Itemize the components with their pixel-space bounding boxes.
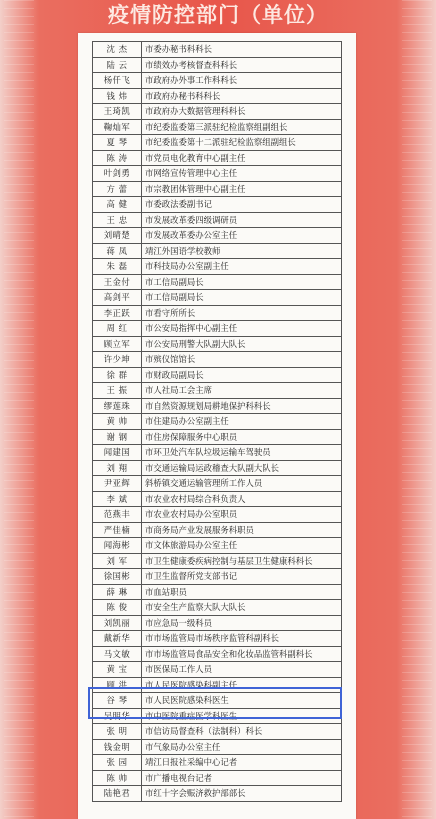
table-row: [93, 755, 342, 771]
person-name: 刘 翔: [93, 460, 142, 476]
person-position: 市公安局指挥中心副主任: [142, 321, 342, 337]
person-position: 市委办秘书科科长: [142, 42, 342, 58]
table-row: [93, 57, 342, 73]
person-position: 市党员电化教育中心副主任: [142, 150, 342, 166]
table-row: [93, 166, 342, 182]
table-row: [93, 615, 342, 631]
person-position: 市农业农村局办公室职员: [142, 507, 342, 523]
table-row: [93, 491, 342, 507]
table-row: [93, 476, 342, 492]
person-position: 市人民医院感染科副主任: [142, 677, 342, 693]
person-position: 市发展改革委办公室主任: [142, 228, 342, 244]
person-position: 市气象局办公室主任: [142, 739, 342, 755]
person-position: 市应急局一级科员: [142, 615, 342, 631]
person-position: 市纪委监委第十二派驻纪检监察组副组长: [142, 135, 342, 151]
decorative-stripes-right: [402, 0, 432, 819]
table-row: [93, 181, 342, 197]
table-row: [93, 600, 342, 616]
person-name: 王琦凯: [93, 104, 142, 120]
table-row: [93, 662, 342, 678]
person-name: 徐国彬: [93, 569, 142, 585]
person-position: 市绩效办考核督查科科长: [142, 57, 342, 73]
person-name: 谷 琴: [93, 693, 142, 709]
person-position: 斜桥镇交通运输管理所工作人员: [142, 476, 342, 492]
table-row: [93, 522, 342, 538]
table-row: [93, 212, 342, 228]
person-position: 市人社局工会主席: [142, 383, 342, 399]
page-title: 疫情防控部门（单位）: [108, 3, 328, 27]
table-row: [93, 321, 342, 337]
person-name: 张 明: [93, 724, 142, 740]
table-row: [93, 73, 342, 89]
table-row: [93, 383, 342, 399]
person-position: 市自然资源规划局耕地保护科科长: [142, 398, 342, 414]
person-position: 市科技局办公室副主任: [142, 259, 342, 275]
person-name: 李 斌: [93, 491, 142, 507]
person-position: 市政府办秘书科科长: [142, 88, 342, 104]
person-name: 钱金明: [93, 739, 142, 755]
table-row: [93, 507, 342, 523]
table-row: [93, 398, 342, 414]
table-row: [93, 739, 342, 755]
person-position: 市卫生监督所党支部书记: [142, 569, 342, 585]
person-name: 吴明华: [93, 708, 142, 724]
person-name: 陆 云: [93, 57, 142, 73]
table-row: [93, 290, 342, 306]
table-row: [93, 708, 342, 724]
table-row: [93, 584, 342, 600]
person-name: 周 红: [93, 321, 142, 337]
table-row: [93, 88, 342, 104]
person-name: 王金付: [93, 274, 142, 290]
person-position: 市信访局督查科（法制科）科长: [142, 724, 342, 740]
table-row: [93, 553, 342, 569]
table-row: [93, 724, 342, 740]
person-name: 王 振: [93, 383, 142, 399]
person-name: 陈 俊: [93, 600, 142, 616]
person-position: 市宗教团体管理中心副主任: [142, 181, 342, 197]
person-name: 陆艳君: [93, 786, 142, 802]
person-name: 顾立军: [93, 336, 142, 352]
person-name: 尹亚辉: [93, 476, 142, 492]
person-position: 市交通运输局运政稽查大队副大队长: [142, 460, 342, 476]
person-position: 市农业农村局综合科负责人: [142, 491, 342, 507]
table-row: [93, 150, 342, 166]
table-row: [93, 274, 342, 290]
person-name: 方 蕾: [93, 181, 142, 197]
table-row: [93, 569, 342, 585]
person-position: 市市场监管局市场秩序监管科副科长: [142, 631, 342, 647]
person-position: 市财政局副局长: [142, 367, 342, 383]
decorative-stripes-left: [4, 0, 34, 819]
person-name: 高 健: [93, 197, 142, 213]
person-name: 薛 琳: [93, 584, 142, 600]
person-position: 市公安局刑警大队副大队长: [142, 336, 342, 352]
person-name: 沈 杰: [93, 42, 142, 58]
person-name: 张 园: [93, 755, 142, 771]
table-row: [93, 42, 342, 58]
table-row: [93, 693, 342, 709]
table-row: [93, 414, 342, 430]
person-position: 市市场监管局食品安全和化妆品监管科副科长: [142, 646, 342, 662]
person-name: 叶剑勇: [93, 166, 142, 182]
person-position: 市看守所所长: [142, 305, 342, 321]
person-name: 范燕丰: [93, 507, 142, 523]
person-position: 市委政法委副书记: [142, 197, 342, 213]
person-position: 靖江外国语学校教师: [142, 243, 342, 259]
person-name: 李正跃: [93, 305, 142, 321]
person-position: 市政府办大数据管理科科长: [142, 104, 342, 120]
person-position: 市工信局副局长: [142, 274, 342, 290]
person-position: 市医保局工作人员: [142, 662, 342, 678]
table-row: [93, 135, 342, 151]
table-row: [93, 259, 342, 275]
person-name: 黄 宝: [93, 662, 142, 678]
person-name: 马文敏: [93, 646, 142, 662]
person-position: 市环卫处汽车队垃圾运输车驾驶员: [142, 445, 342, 461]
person-position: 市红十字会赈济救护部部长: [142, 786, 342, 802]
person-name: 闻建国: [93, 445, 142, 461]
table-row: [93, 119, 342, 135]
table-row: [93, 243, 342, 259]
person-position: 市工信局副局长: [142, 290, 342, 306]
table-row: [93, 197, 342, 213]
person-name: 戴新华: [93, 631, 142, 647]
person-name: 鞠灿军: [93, 119, 142, 135]
person-position: 市商务局产业发展服务科职员: [142, 522, 342, 538]
person-name: 朱 磊: [93, 259, 142, 275]
person-name: 许少坤: [93, 352, 142, 368]
table-row: [93, 677, 342, 693]
person-position: 市住建局办公室副主任: [142, 414, 342, 430]
table-row: [93, 631, 342, 647]
person-name: 陈 帅: [93, 770, 142, 786]
table-row: [93, 352, 342, 368]
person-position: 市发展改革委四级调研员: [142, 212, 342, 228]
person-position: 市广播电视台记者: [142, 770, 342, 786]
person-position: 市纪委监委第三派驻纪检监察组副组长: [142, 119, 342, 135]
table-row: [93, 104, 342, 120]
person-position: 市卫生健康委疾病控制与基层卫生健康科科长: [142, 553, 342, 569]
person-name: 钱 炜: [93, 88, 142, 104]
person-name: 缪莲珠: [93, 398, 142, 414]
person-position: 市殡仪馆馆长: [142, 352, 342, 368]
table-row: [93, 228, 342, 244]
person-name: 谢 钢: [93, 429, 142, 445]
table-row: [93, 305, 342, 321]
person-name: 闻海彬: [93, 538, 142, 554]
person-name: 蒋 凤: [93, 243, 142, 259]
table-row: [93, 460, 342, 476]
personnel-table: [92, 41, 342, 802]
person-position: 市文体旅游局办公室主任: [142, 538, 342, 554]
table-row: [93, 429, 342, 445]
person-name: 刘 军: [93, 553, 142, 569]
person-name: 刘凯丽: [93, 615, 142, 631]
person-name: 杨仟飞: [93, 73, 142, 89]
person-name: 顾 洪: [93, 677, 142, 693]
table-row: [93, 367, 342, 383]
person-position: 市政府办外事工作科科长: [142, 73, 342, 89]
person-name: 徐 群: [93, 367, 142, 383]
person-position: 市中医院重症医学科医生: [142, 708, 342, 724]
person-name: 王 忠: [93, 212, 142, 228]
table-row: [93, 538, 342, 554]
person-name: 严佳楠: [93, 522, 142, 538]
person-position: 市安全生产监察大队大队长: [142, 600, 342, 616]
person-position: 市网络宣传管理中心主任: [142, 166, 342, 182]
table-row: [93, 786, 342, 802]
person-name: 陈 涛: [93, 150, 142, 166]
person-position: 市人民医院感染科医生: [142, 693, 342, 709]
person-name: 高剑平: [93, 290, 142, 306]
table-row: [93, 770, 342, 786]
table-row: [93, 445, 342, 461]
person-name: 夏 琴: [93, 135, 142, 151]
table-row: [93, 336, 342, 352]
document-sheet: [78, 33, 356, 819]
person-name: 黄 帅: [93, 414, 142, 430]
person-position: 市住房保障服务中心职员: [142, 429, 342, 445]
table-row: [93, 646, 342, 662]
person-name: 刘晴楚: [93, 228, 142, 244]
person-position: 靖江日报社采编中心记者: [142, 755, 342, 771]
person-position: 市血站职员: [142, 584, 342, 600]
